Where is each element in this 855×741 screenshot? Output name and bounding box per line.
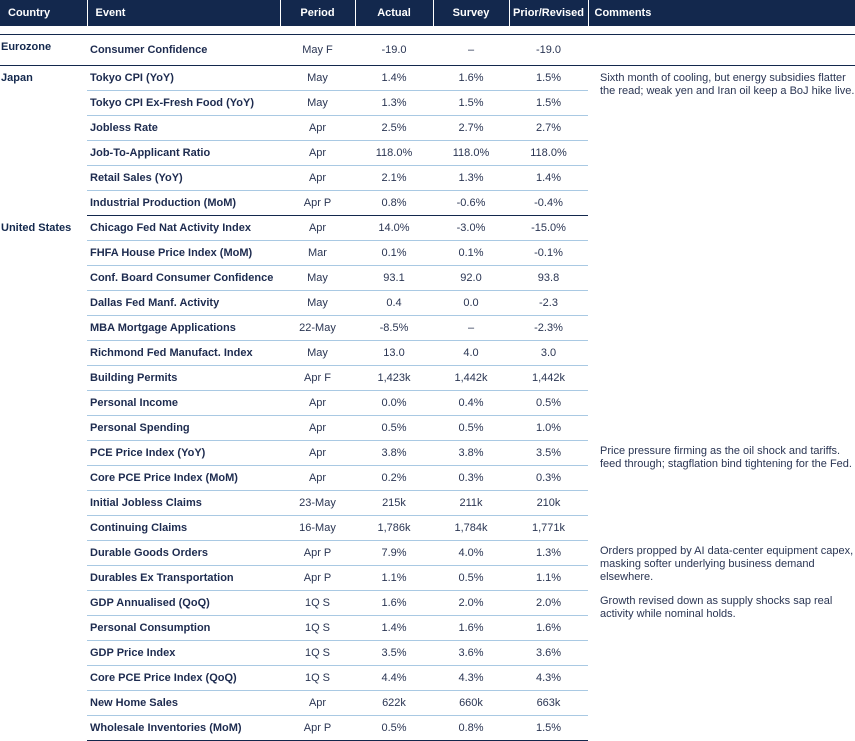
event-cell: Dallas Fed Manf. Activity — [87, 291, 280, 316]
period-cell: May — [280, 291, 355, 316]
actual-cell: 0.5% — [355, 716, 433, 741]
period-cell: Apr F — [280, 366, 355, 391]
actual-cell: 7.9% — [355, 541, 433, 566]
comment-cell — [588, 216, 855, 441]
table-row — [0, 35, 855, 66]
prior-cell: 1,771k — [509, 516, 588, 541]
header-comments: Comments — [588, 0, 855, 26]
header-country: Country — [0, 0, 87, 26]
period-cell: 16-May — [280, 516, 355, 541]
event-cell: Personal Consumption — [87, 616, 280, 641]
country-cell: Japan — [1, 72, 33, 84]
period-cell: Apr — [280, 116, 355, 141]
event-cell: GDP Price Index — [87, 641, 280, 666]
period-cell: Apr — [280, 466, 355, 491]
period-cell: Apr — [280, 416, 355, 441]
survey-cell: 3.8% — [433, 441, 509, 466]
survey-cell: 0.4% — [433, 391, 509, 416]
period-cell: Apr P — [280, 716, 355, 741]
survey-cell: 0.0 — [433, 291, 509, 316]
actual-cell: 3.8% — [355, 441, 433, 466]
period-cell: 1Q S — [280, 616, 355, 641]
actual-cell: 215k — [355, 491, 433, 516]
period-cell: 23-May — [280, 491, 355, 516]
prior-cell: 2.0% — [509, 591, 588, 616]
prior-cell: 210k — [509, 491, 588, 516]
survey-cell: 0.1% — [433, 241, 509, 266]
comment-text: Orders propped by AI data-center equipment capex, masking softer underlying business demand elsewhere. — [600, 544, 854, 583]
comment-text: Price pressure firming as the oil shock and tariffs. feed through; stagflation bind tightening for the Fed. — [600, 444, 852, 470]
event-cell: MBA Mortgage Applications — [87, 316, 280, 341]
header-prior-revised: Prior/Revised — [509, 0, 588, 26]
period-cell: Apr — [280, 691, 355, 716]
table-row — [0, 66, 855, 91]
period-cell: May — [280, 91, 355, 116]
comment-text: Growth revised down as supply shocks sap real activity while nominal holds. — [600, 594, 833, 620]
survey-cell: 1.5% — [433, 91, 509, 116]
survey-cell: 1,442k — [433, 366, 509, 391]
event-cell: Richmond Fed Manufact. Index — [87, 341, 280, 366]
event-cell: Continuing Claims — [87, 516, 280, 541]
prior-cell: 3.0 — [509, 341, 588, 366]
survey-cell: 660k — [433, 691, 509, 716]
prior-cell: 3.6% — [509, 641, 588, 666]
comment-cell — [588, 541, 855, 591]
prior-cell: -19.0 — [509, 35, 588, 66]
event-cell: Jobless Rate — [87, 116, 280, 141]
survey-cell: – — [433, 35, 509, 66]
prior-cell: 663k — [509, 691, 588, 716]
period-cell: Apr — [280, 441, 355, 466]
period-cell: Apr — [280, 166, 355, 191]
comment-text: Sixth month of cooling, but energy subsidies flatter the read; weak yen and Iran oil keep a BoJ hike live. — [600, 72, 855, 97]
actual-cell: 1.4% — [355, 66, 433, 91]
event-cell: GDP Annualised (QoQ) — [87, 591, 280, 616]
event-cell: Durables Ex Transportation — [87, 566, 280, 591]
survey-cell: 0.5% — [433, 566, 509, 591]
event-cell: Core PCE Price Index (MoM) — [87, 466, 280, 491]
prior-cell: 1.0% — [509, 416, 588, 441]
table-row — [0, 591, 855, 616]
period-cell: Apr — [280, 216, 355, 241]
comment-cell — [588, 66, 855, 216]
prior-cell: 1.3% — [509, 541, 588, 566]
actual-cell: 14.0% — [355, 216, 433, 241]
actual-cell: 1.1% — [355, 566, 433, 591]
prior-cell: 0.5% — [509, 391, 588, 416]
event-cell: Consumer Confidence — [87, 35, 280, 66]
actual-cell: 1,423k — [355, 366, 433, 391]
actual-cell: 622k — [355, 691, 433, 716]
survey-cell: 1.3% — [433, 166, 509, 191]
period-cell: Apr — [280, 141, 355, 166]
event-cell: Retail Sales (YoY) — [87, 166, 280, 191]
survey-cell: 1,784k — [433, 516, 509, 541]
country-cell: Eurozone — [0, 35, 87, 66]
actual-cell: 0.0% — [355, 391, 433, 416]
prior-cell: 0.3% — [509, 466, 588, 491]
event-cell: Personal Income — [87, 391, 280, 416]
actual-cell: 0.5% — [355, 416, 433, 441]
country-cell: United States — [1, 221, 72, 234]
survey-cell: – — [433, 316, 509, 341]
prior-cell: 118.0% — [509, 141, 588, 166]
period-cell: Mar — [280, 241, 355, 266]
survey-cell: 211k — [433, 491, 509, 516]
period-cell: May — [280, 266, 355, 291]
survey-cell: 0.3% — [433, 466, 509, 491]
prior-cell: 1,442k — [509, 366, 588, 391]
actual-cell: -8.5% — [355, 316, 433, 341]
survey-cell: 1.6% — [433, 616, 509, 641]
actual-cell: 1.6% — [355, 591, 433, 616]
table-row — [0, 541, 855, 566]
event-cell: Chicago Fed Nat Activity Index — [87, 216, 280, 241]
actual-cell: 0.4 — [355, 291, 433, 316]
header-period: Period — [280, 0, 355, 26]
prior-cell: 1.6% — [509, 616, 588, 641]
comment-cell — [588, 35, 855, 66]
table-row — [0, 441, 855, 466]
survey-cell: 118.0% — [433, 141, 509, 166]
comment-cell — [588, 591, 855, 741]
period-cell: 1Q S — [280, 641, 355, 666]
actual-cell: 13.0 — [355, 341, 433, 366]
event-cell: Tokyo CPI Ex-Fresh Food (YoY) — [87, 91, 280, 116]
actual-cell: 93.1 — [355, 266, 433, 291]
actual-cell: 2.5% — [355, 116, 433, 141]
actual-cell: 1,786k — [355, 516, 433, 541]
prior-cell: 4.3% — [509, 666, 588, 691]
event-cell: FHFA House Price Index (MoM) — [87, 241, 280, 266]
event-cell: PCE Price Index (YoY) — [87, 441, 280, 466]
header-event: Event — [87, 0, 280, 26]
event-cell: Durable Goods Orders — [87, 541, 280, 566]
actual-cell: 4.4% — [355, 666, 433, 691]
prior-cell: 1.5% — [509, 91, 588, 116]
event-cell: Tokyo CPI (YoY) — [87, 66, 280, 91]
prior-cell: -0.1% — [509, 241, 588, 266]
survey-cell: 4.0 — [433, 341, 509, 366]
actual-cell: 1.3% — [355, 91, 433, 116]
comment-cell — [588, 441, 855, 541]
prior-cell: -0.4% — [509, 191, 588, 216]
actual-cell: 118.0% — [355, 141, 433, 166]
period-cell: Apr P — [280, 541, 355, 566]
event-cell: Wholesale Inventories (MoM) — [87, 716, 280, 741]
event-cell: Core PCE Price Index (QoQ) — [87, 666, 280, 691]
actual-cell: 2.1% — [355, 166, 433, 191]
event-cell: New Home Sales — [87, 691, 280, 716]
survey-cell: 2.0% — [433, 591, 509, 616]
actual-cell: 1.4% — [355, 616, 433, 641]
event-cell: Building Permits — [87, 366, 280, 391]
actual-cell: 0.8% — [355, 191, 433, 216]
prior-cell: 1.1% — [509, 566, 588, 591]
survey-cell: 4.0% — [433, 541, 509, 566]
survey-cell: 1.6% — [433, 66, 509, 91]
period-cell: 1Q S — [280, 666, 355, 691]
survey-cell: 4.3% — [433, 666, 509, 691]
survey-cell: 3.6% — [433, 641, 509, 666]
survey-cell: 0.8% — [433, 716, 509, 741]
period-cell: May — [280, 66, 355, 91]
header-actual: Actual — [355, 0, 433, 26]
period-cell: May F — [280, 35, 355, 66]
prior-cell: 1.5% — [509, 716, 588, 741]
event-cell: Personal Spending — [87, 416, 280, 441]
survey-cell: 92.0 — [433, 266, 509, 291]
period-cell: Apr P — [280, 566, 355, 591]
prior-cell: -15.0% — [509, 216, 588, 241]
survey-cell: 2.7% — [433, 116, 509, 141]
prior-cell: 1.5% — [509, 66, 588, 91]
event-cell: Initial Jobless Claims — [87, 491, 280, 516]
actual-cell: 0.2% — [355, 466, 433, 491]
prior-cell: -2.3% — [509, 316, 588, 341]
prior-cell: 93.8 — [509, 266, 588, 291]
event-cell: Job-To-Applicant Ratio — [87, 141, 280, 166]
actual-cell: -19.0 — [355, 35, 433, 66]
period-cell: 1Q S — [280, 591, 355, 616]
survey-cell: 0.5% — [433, 416, 509, 441]
event-cell: Conf. Board Consumer Confidence — [87, 266, 280, 291]
prior-cell: -2.3 — [509, 291, 588, 316]
header-row — [0, 0, 855, 26]
period-cell: Apr P — [280, 191, 355, 216]
prior-cell: 3.5% — [509, 441, 588, 466]
period-cell: 22-May — [280, 316, 355, 341]
survey-cell: -0.6% — [433, 191, 509, 216]
period-cell: Apr — [280, 391, 355, 416]
table-row — [0, 216, 855, 241]
header-survey: Survey — [433, 0, 509, 26]
survey-cell: -3.0% — [433, 216, 509, 241]
period-cell: May — [280, 341, 355, 366]
prior-cell: 2.7% — [509, 116, 588, 141]
prior-cell: 1.4% — [509, 166, 588, 191]
event-cell: Industrial Production (MoM) — [87, 191, 280, 216]
actual-cell: 3.5% — [355, 641, 433, 666]
actual-cell: 0.1% — [355, 241, 433, 266]
